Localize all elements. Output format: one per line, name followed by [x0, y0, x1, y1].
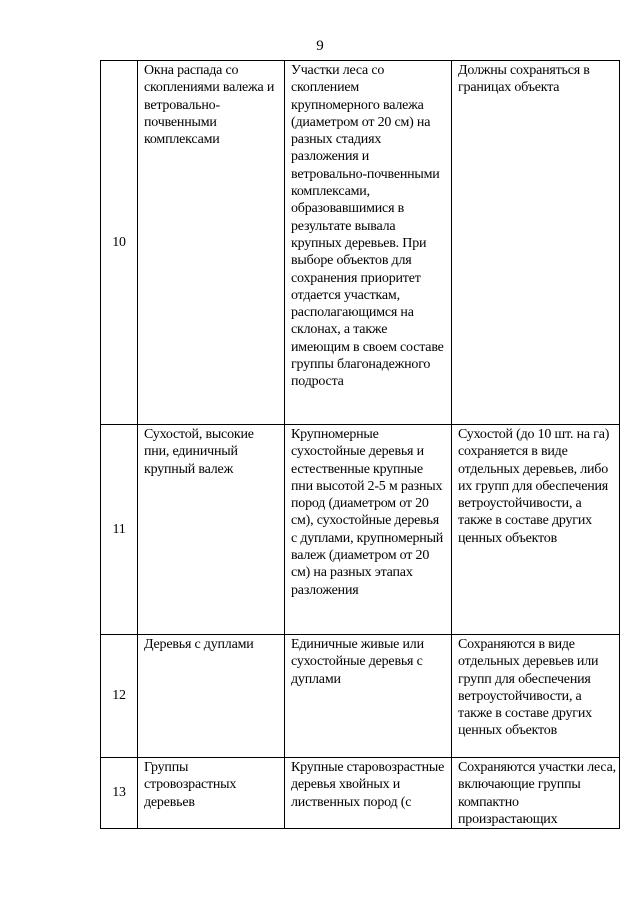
table-row	[101, 61, 620, 425]
object-description-cell: Крупномерные сухостойные деревья и естественные крупные пни высотой 2-5 м разных пород (диаметром от 20 см), сухостойные деревья с дуплами, крупномерный валеж (диаметром от 20 см) на разных этапах разложения	[285, 425, 452, 635]
preservation-requirement-cell: Сохраняются в виде отдельных деревьев или групп для обеспечения ветроустойчивости, а также в составе других ценных объектов	[452, 635, 620, 758]
object-name-cell: Сухостой, высокие пни, единичный крупный валеж	[138, 425, 285, 635]
object-description-cell: Единичные живые или сухостойные деревья с дуплами	[285, 635, 452, 758]
table-row	[101, 635, 620, 758]
preservation-requirement-cell: Должны сохраняться в границах объекта	[452, 61, 620, 425]
object-description-cell: Крупные старовозрастные деревья хвойных и лиственных пород (с	[285, 758, 452, 829]
preservation-requirement-cell: Сухостой (до 10 шт. на га) сохраняется в виде отдельных деревьев, либо их групп для обеспечения ветроустойчивости, а также в составе других ценных объектов	[452, 425, 620, 635]
row-number: 13	[101, 758, 138, 829]
object-description-cell: Участки леса со скоплением крупномерного валежа (диаметром от 20 см) на разных стадиях разложения и ветровально-почвенными комплексами, образовавшимися в результате вывала крупных деревьев. При выборе объектов для сохранения приоритет отдается участкам, располагающимся на склонах, а также имеющим в своем составе группы благонадежного подроста	[285, 61, 452, 425]
row-number: 11	[101, 425, 138, 635]
row-number: 12	[101, 635, 138, 758]
table-row	[101, 425, 620, 635]
row-number: 10	[101, 61, 138, 425]
preservation-requirement-cell: Сохраняются участки леса, включающие группы компактно произрастающих	[452, 758, 620, 829]
object-name-cell: Деревья с дуплами	[138, 635, 285, 758]
document-table	[100, 60, 620, 829]
object-name-cell: Окна распада со скоплениями валежа и ветровально-почвенными комплексами	[138, 61, 285, 425]
table-row	[101, 758, 620, 829]
object-name-cell: Группы стровозрастных деревьев	[138, 758, 285, 829]
page-number: 9	[316, 38, 324, 54]
